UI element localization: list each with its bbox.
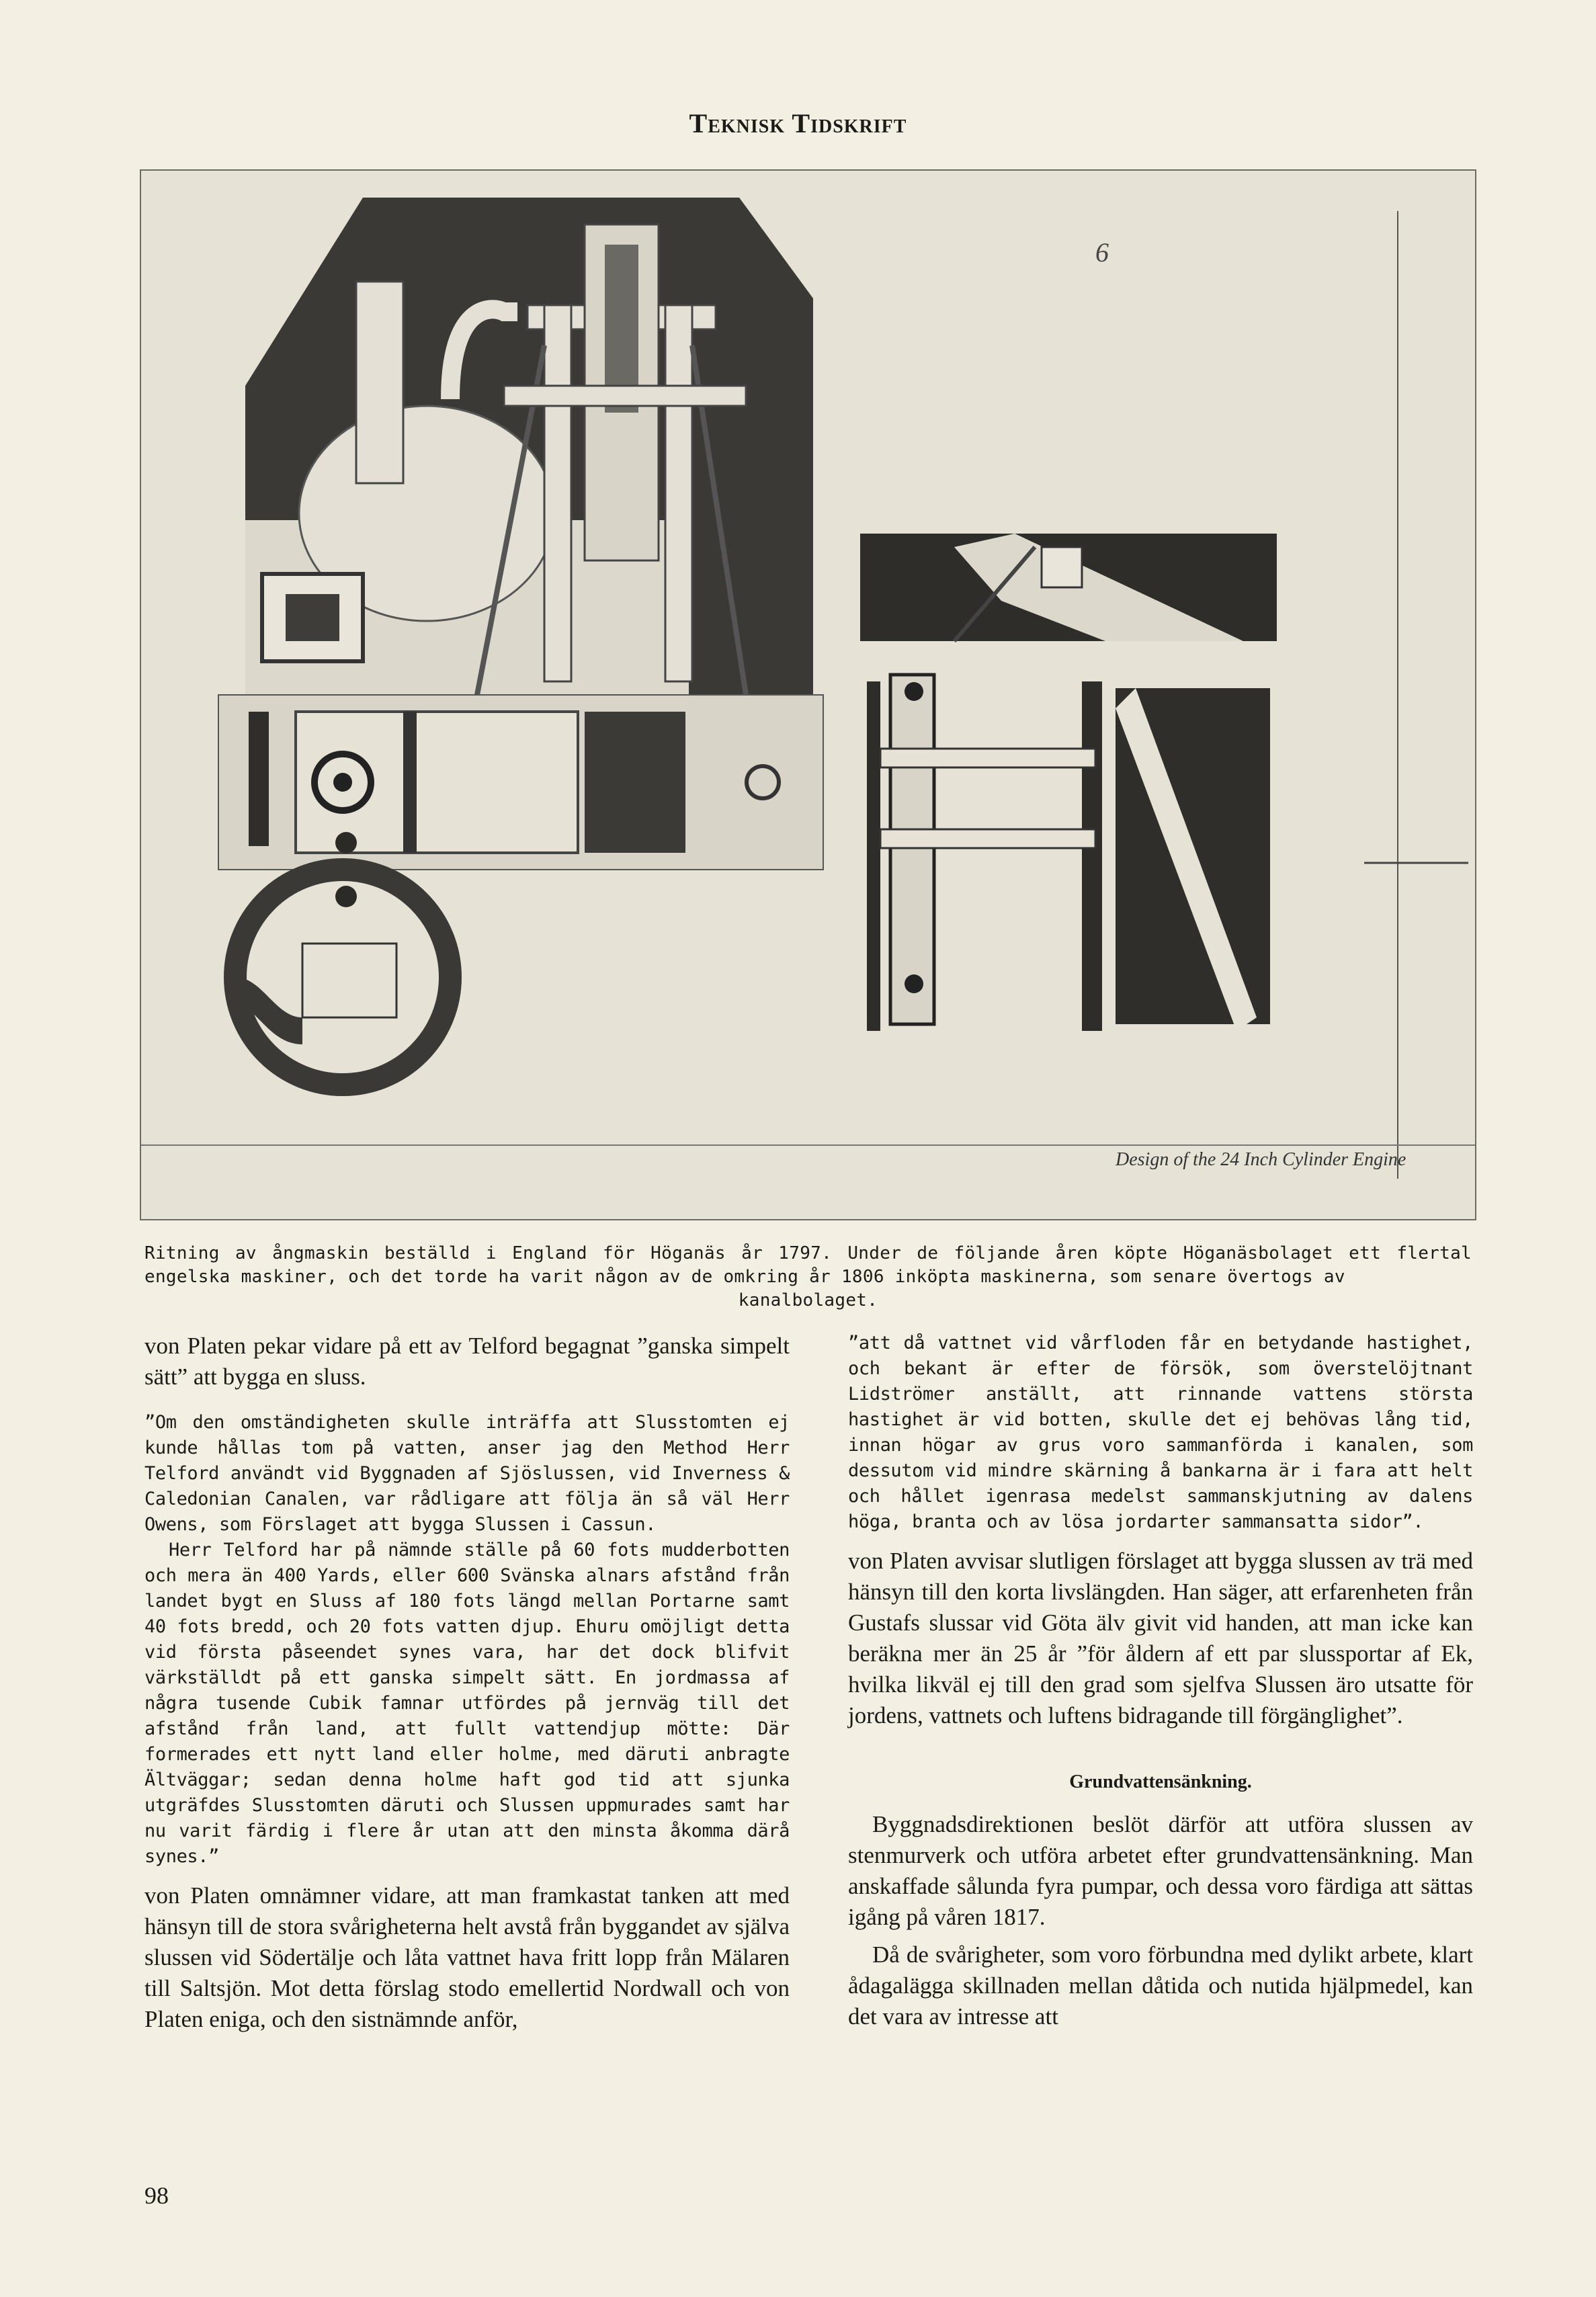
- paragraph: Då de svårigheter, som voro förbundna med dylikt arbete, klart ådagalägga skillnaden mellan dåtida och nutida hjälpmedel, kan det vara av intresse att: [848, 1941, 1473, 2030]
- quote-paragraph: Herr Telford har på nämnde ställe på 60 fots mudderbotten och mera än 400 Yards, eller 600 Svänska alnars afstånd från landet bygt en Sluss af 180 fots längd mellan Portarne samt 40 fots bredd, och 20 fots vatten djup. Ehuru omöjligt detta vid första påseendet synes vara, har det dock blifvit värkställdt på ett ganska simpelt sätt. En jordmassa af några tusende Cubik famnar utfördes på jernväg till det afstånd från land, att fullt vattendjup mötte: Där formerades ett nytt land eller holme, med däruti anbragte Ältväggar; sedan denna holme haft god tid att sjunka utgräfdes Slusstomten däruti och Slussen uppmurades samt har nu varit färdig i flere år utan att den minsta åkomma därå synes.”: [144, 1540, 790, 1867]
- quote-paragraph: ”att då vattnet vid vårfloden får en betydande hastighet, och bekant är efter de försök, som överstelöjtnant Lidströmer anställt, att rinnande vattens största hastighet är vid botten, skulle det ej behövas lång tid, innan högar av grus voro sammanförda i kanalen, som dessutom vid mindre skärning å bankarna är i fara att helt och hållet igenrasa medelst sammanskjutning av dalens höga, branta och av lösa jordarter sammansatta sidor”.: [848, 1333, 1473, 1532]
- quote-paragraph: ”Om den omständigheten skulle inträffa att Slusstomten ej kunde hållas tom på vatten, anser jag den Method Herr Telford användt vid Byggnaden af Sjöslussen, vid Inverness & Caledonian Canalen, var rådligare att följa än så väl Herr Owens, som Förslaget att bygga Slussen i Cassun.: [144, 1412, 790, 1535]
- paragraph: von Platen avvisar slutligen förslaget att bygga slussen av trä med hänsyn till den korta livslängden. Han säger, att erfarenheten från Gustafs slussar vid Göta älv givit vid handen, att man icke kan beräkna mer än 25 år ”för åldern af ett par slussportar af Ek, hvilka likväl ej till den grad som sjelfva Slussen äro utsatte för jordens, vattnets och luftens bidragande till förgänglighet”.: [848, 1548, 1473, 1728]
- paragraph: von Platen omnämner vidare, att man framkastat tanken att med hänsyn till de stora svårigheterna helt avstå från byggandet av själva slussen vid Södertälje och låta vattnet hava fritt lopp från Mälaren till Saltsjön. Mot detta förslag stodo emellertid Nordwall och von Platen eniga, och den sistnämnde anför,: [144, 1882, 790, 2032]
- drawing-signature: Design of the 24 Inch Cylinder Engine: [1116, 1149, 1406, 1170]
- figure-caption: [144, 1242, 1472, 1312]
- page-number: 98: [144, 2182, 169, 2209]
- caption-last-line: kanalbolaget.: [738, 1290, 878, 1310]
- caption-text: Ritning av ångmaskin beställd i England för Höganäs år 1797. Under de följande åren köpte Höganäsbolaget ett flertal engelska maskiner, och det torde ha varit någon av de omkring år 1806 inköpta maskinerna, som senare övertogs av: [144, 1243, 1472, 1287]
- paragraph: von Platen pekar vidare på ett av Telford begagnat ”ganska simpelt sätt” att bygga en sluss.: [144, 1333, 790, 1390]
- right-column: [848, 1331, 1473, 2039]
- journal-header: Teknisk Tidskrift: [689, 108, 907, 138]
- left-column: [144, 1331, 790, 2042]
- engine-drawing: [140, 169, 1476, 1220]
- paragraph: Byggnadsdirektionen beslöt därför att utföra slussen av stenmurverk och utföra arbetet efter grundvattensänkning. Man anskaffade sålunda fyra pumpar, och dessa voro färdiga att sättas igång på våren 1817.: [848, 1811, 1473, 1930]
- section-heading: Grundvattensänkning.: [1069, 1771, 1252, 1792]
- annotation-mark: 6: [1095, 237, 1109, 267]
